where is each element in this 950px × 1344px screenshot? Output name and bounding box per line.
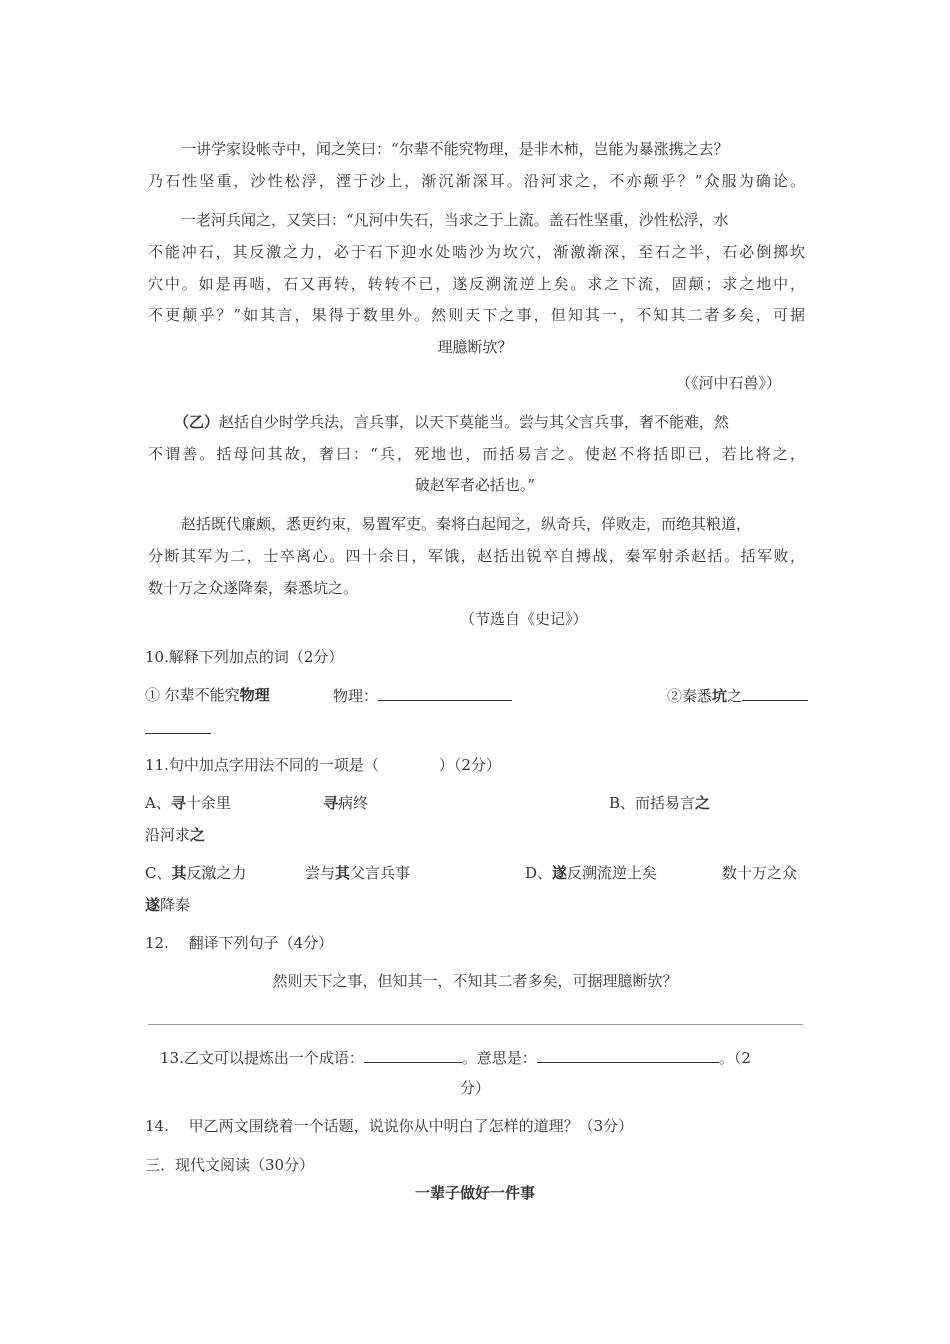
answer-line[interactable]	[148, 1024, 803, 1025]
q10-stem: 10.解释下列加点的词（2分）	[145, 648, 344, 666]
q12-stem: 12. 翻译下列句子（4分）	[145, 934, 334, 952]
passage-a-line: 一讲学家设帐寺中，闻之笑曰：“尔辈不能究物理，是非木柿，岂能为暴涨携之去？	[181, 140, 729, 158]
passage-a-line: 不更颠乎？”如其言，果得于数里外。然则天下之事，但知其一，不知其二者多矣，可据	[148, 306, 805, 324]
passage-b-line	[174, 412, 729, 432]
dotted-word: 物理	[239, 686, 270, 704]
q11-option-b: B、而括易言之	[609, 794, 711, 812]
q13-stem-cont: 分）	[459, 1079, 490, 1097]
q11-option-a: A、寻十余里	[145, 794, 231, 812]
passage-b-label: （乙）	[174, 413, 220, 431]
q10-answer-b-cont	[145, 718, 211, 739]
q11-option-c: C、其反激之力	[145, 864, 247, 882]
answer-blank[interactable]	[378, 685, 512, 701]
passage-b-text: 赵括自少时学兵法，言兵事，以天下莫能当。尝与其父言兵事，奢不能难，然	[219, 413, 730, 431]
passage-a-line: 穴中。如是再啮，石又再转，转转不已，遂反溯流逆上矣。求之下流，固颠；求之地中，	[148, 275, 805, 293]
q11-option-d-2: 数十万之众	[722, 864, 798, 882]
passage-b-line: 赵括既代廉颇，悉更约束，易置军吏。秦将白起闻之，纵奇兵，佯败走，而绝其粮道，	[181, 515, 752, 533]
dotted-word: 坑	[712, 687, 728, 705]
q11-stem: 11.句中加点字用法不同的一项是（ ）（2分）	[145, 756, 501, 774]
q11-option-b-2: 沿河求之	[145, 826, 206, 844]
q11-option-d: D、遂反溯流逆上矣	[525, 864, 658, 882]
q10-item-b: ②秦悉坑之	[667, 685, 808, 706]
answer-blank[interactable]	[145, 718, 211, 734]
passage-b-line: 分断其军为二，士卒离心。四十余日，军饿，赵括出锐卒自搏战，秦军射杀赵括。括军败，	[148, 547, 805, 565]
passage-a-line: 不能冲石，其反激之力，必于石下迎水处啮沙为坎穴，渐激渐深，至石之半，石必倒掷坎	[148, 243, 805, 261]
article-title: 一辈子做好一件事	[414, 1184, 535, 1202]
passage-a-source: （《河中石兽》）	[676, 374, 782, 392]
q10-item-a: ① 尔辈不能究物理	[145, 686, 270, 704]
q14-stem: 14. 甲乙两文围绕着一个话题，说说你从中明白了怎样的道理？（3分）	[145, 1117, 634, 1135]
q13-stem: 13.乙文可以提炼出一个成语： 。意思是： 。（2	[160, 1049, 751, 1067]
meaning-blank[interactable]	[537, 1047, 719, 1063]
passage-a-line: 理臆断欤？	[437, 338, 513, 356]
passage-a-line: 乃石性坚重，沙性松浮，湮于沙上，渐沉渐深耳。沿河求之，不亦颠乎？”众服为确论。	[148, 172, 805, 190]
passage-b-line: 不谓善。括母问其故，奢曰：“兵，死地也，而括易言之。使赵不将括即已，若比将之，	[148, 445, 805, 463]
passage-a-line: 一老河兵闻之，又笑曰：“凡河中失石，当求之于上流。盖石性坚重，沙性松浮，水	[181, 211, 729, 229]
q11-option-d-2-cont: 遂降秦	[145, 896, 191, 914]
section-heading: 三．现代文阅读（30分）	[145, 1156, 315, 1174]
passage-b-source: （节选自《史记》）	[460, 610, 588, 628]
q11-option-a-2: 寻病终	[323, 794, 369, 812]
idiom-blank[interactable]	[364, 1047, 462, 1063]
q12-sentence: 然则天下之事，但知其一，不知其二者多矣，可据理臆断欤？	[272, 972, 678, 990]
answer-blank[interactable]	[742, 685, 808, 701]
passage-b-line: 破赵军者必括也。”	[414, 476, 536, 494]
q11-option-c-2: 尝与其父言兵事	[305, 864, 411, 882]
passage-b-line: 数十万之众遂降秦，秦悉坑之。	[148, 579, 359, 597]
q10-answer-a: 物理：	[333, 685, 512, 706]
